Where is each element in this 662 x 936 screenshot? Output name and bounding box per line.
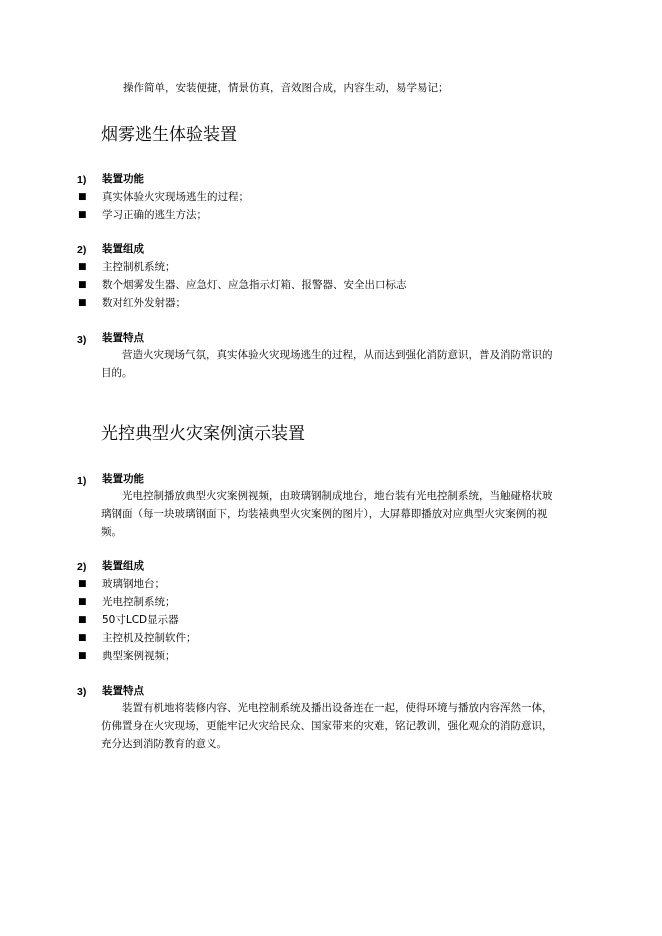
function-paragraph: 光电控制播放典型火灾案例视频，由玻璃钢制成地台，地台装有光电控制系统，当触碰格状玻璃钢面（每一块玻璃钢面下，均装裱典型火灾案例的图片），大屏幕即播放对应典型火灾案例的视频。 xyxy=(101,490,553,538)
bullet-icon: ■ xyxy=(78,280,87,290)
section-number: 1) xyxy=(77,475,87,487)
bullet-icon: ■ xyxy=(78,633,87,643)
list-item: 数对红外发射器； xyxy=(102,297,186,309)
bullet-icon: ■ xyxy=(78,579,87,589)
section-number: 2) xyxy=(77,561,87,573)
bullet-icon: ■ xyxy=(78,262,87,272)
section-title-smoke-escape: 烟雾逃生体验装置 xyxy=(101,125,237,145)
list-item: 真实体验火灾现场逃生的过程； xyxy=(102,191,249,203)
list-item: 光电控制系统； xyxy=(102,596,176,608)
list-item: 50寸LCD显示器 xyxy=(102,614,179,626)
intro-line: 操作简单，安装便捷，情景仿真，音效图合成，内容生动，易学易记； xyxy=(123,82,449,94)
features-paragraph: 装置有机地将装修内容、光电控制系统及播出设备连在一起，使得环境与播放内容浑然一体，仿佛置身在火灾现场，更能牢记火灾给民众、国家带来的灾难，铭记教训，强化观众的消防意识，充分达到消防教育的意义。 xyxy=(101,702,553,750)
bullet-icon: ■ xyxy=(78,298,87,308)
section-title-light-control-demo: 光控典型火灾案例演示装置 xyxy=(101,424,305,444)
section-label: 装置功能 xyxy=(102,173,144,185)
section-label: 装置组成 xyxy=(102,560,144,572)
bullet-icon: ■ xyxy=(78,615,87,625)
section-label: 装置功能 xyxy=(102,473,144,485)
list-item: 玻璃钢地台； xyxy=(102,578,165,590)
section-label: 装置组成 xyxy=(102,243,144,255)
features-paragraph: 营造火灾现场气氛，真实体验火灾现场逃生的过程，从而达到强化消防意识，普及消防常识的目的。 xyxy=(101,349,553,379)
section-label: 装置特点 xyxy=(102,332,144,344)
section-label: 装置特点 xyxy=(102,685,144,697)
bullet-icon: ■ xyxy=(78,192,87,202)
section-number: 3) xyxy=(77,686,87,698)
bullet-icon: ■ xyxy=(78,651,87,661)
list-item: 典型案例视频； xyxy=(102,650,176,662)
list-item: 数个烟雾发生器、应急灯、应急指示灯箱、报警器、安全出口标志 xyxy=(102,279,407,291)
bullet-icon: ■ xyxy=(78,597,87,607)
section-number: 3) xyxy=(77,334,87,346)
section-number: 1) xyxy=(77,174,87,186)
list-item: 主控制机系统； xyxy=(102,261,176,273)
bullet-icon: ■ xyxy=(78,210,87,220)
list-item: 主控机及控制软件； xyxy=(102,632,197,644)
section-number: 2) xyxy=(77,244,87,256)
list-item: 学习正确的逃生方法； xyxy=(102,209,207,221)
